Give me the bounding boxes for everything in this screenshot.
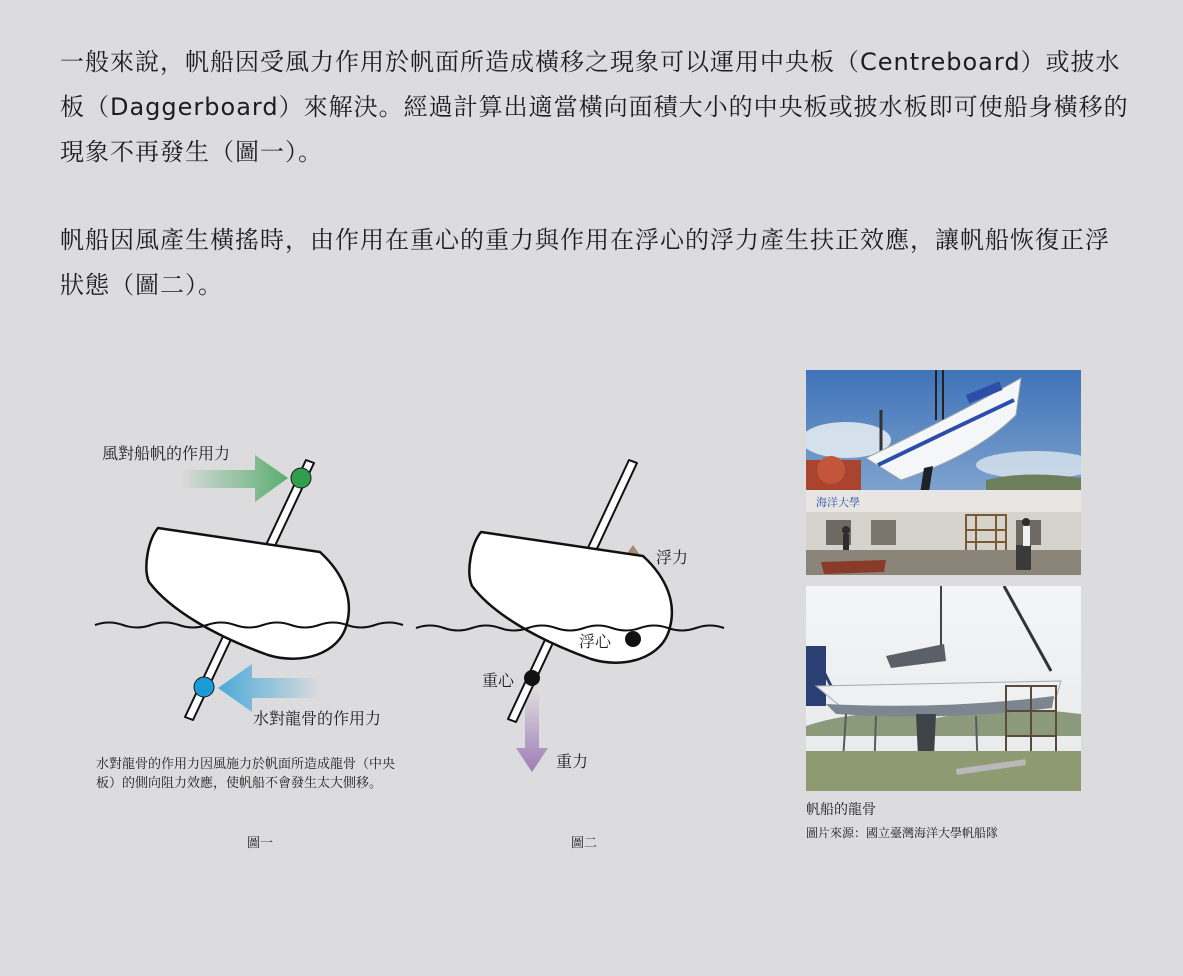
figure1-caption: 水對龍骨的作用力因風施力於帆面所造成龍骨（中央板）的側向阻力效應，使帆船不會發生太大側移。: [96, 757, 396, 791]
righting-paragraph: 帆船因風產生橫搖時，由作用在重心的重力與作用在浮心的浮力產生扶正效應，讓帆船恢復正浮狀態（圖二）。: [60, 226, 1110, 299]
photos-caption: 帆船的龍骨: [806, 802, 876, 818]
hull-fig1: [146, 528, 348, 659]
keel-photo-yard: [806, 586, 1081, 791]
buoyancy-label: 浮力: [656, 548, 689, 567]
center-of-gravity: [524, 670, 540, 686]
intro-paragraph: 一般來說，帆船因受風力作用於帆面所造成橫移之現象可以運用中央板（Centreboard）或披水板（Daggerboard）來解決。經過計算出適當橫向面積大小的中央板或披水板即可使船身橫移的現象不再發生（圖一）。: [60, 48, 1129, 166]
wind-force-label: 風對船帆的作用力: [102, 444, 231, 463]
center-gravity-label: 重心: [482, 671, 515, 690]
figure1-title: 圖一: [247, 836, 274, 851]
sail-force-point: [291, 468, 311, 488]
water-force-arrow: [218, 664, 320, 712]
figure1-diagram: [95, 455, 403, 720]
hull-fig2: [469, 532, 671, 663]
keel-force-point: [194, 677, 214, 697]
center-of-buoyancy: [625, 631, 641, 647]
center-buoyancy-label: 浮心: [579, 632, 612, 651]
photos-source: 圖片來源：國立臺灣海洋大學帆船隊: [806, 826, 999, 840]
figure2-diagram: [416, 460, 724, 772]
water-force-label: 水對龍骨的作用力: [253, 709, 382, 728]
figure2-title: 圖二: [571, 836, 598, 851]
banner-text: 海洋大學: [816, 496, 860, 509]
keel-photo-lifted: [806, 370, 1081, 575]
gravity-label: 重力: [556, 752, 589, 771]
